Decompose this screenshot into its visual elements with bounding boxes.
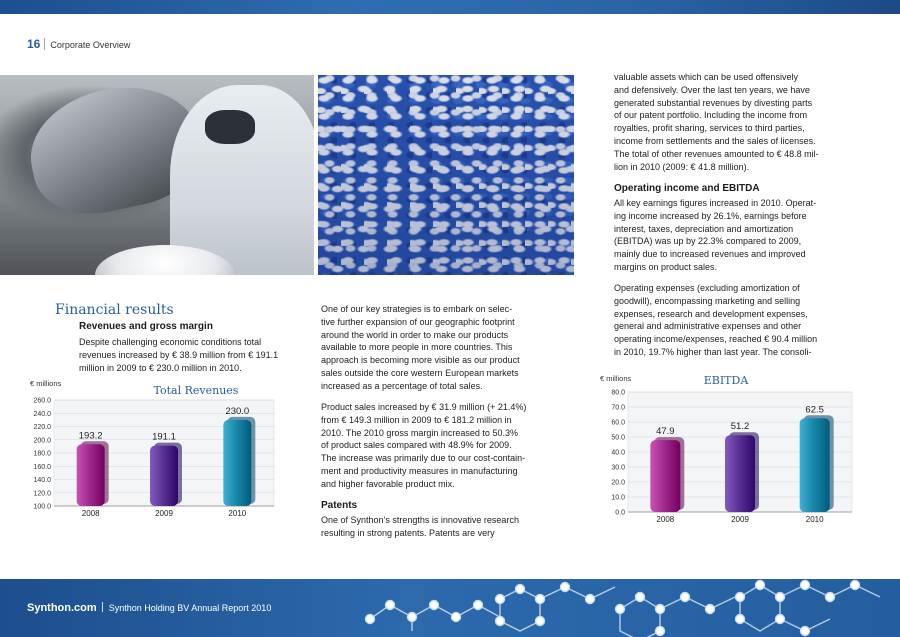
text-line: tive further expansion of our geographic footprint bbox=[321, 316, 515, 327]
lab-worker-photo bbox=[0, 75, 314, 275]
revenues-heading: Revenues and gross margin bbox=[79, 321, 213, 332]
x-category-label: 2009 bbox=[155, 509, 173, 518]
bar bbox=[223, 420, 251, 506]
text-line: and defensively. Over the last ten years, we have bbox=[614, 84, 810, 95]
y-tick-label: 180.0 bbox=[33, 450, 51, 458]
footer-text bbox=[27, 602, 271, 614]
text-line: Despite challenging economic conditions total bbox=[79, 337, 262, 347]
x-category-label: 2010 bbox=[805, 515, 824, 524]
ebitda-chart-svg bbox=[598, 372, 868, 528]
text-line: available to more people in more countries. This bbox=[321, 342, 513, 353]
text-line: Product sales increased by € 31.9 million (+ 21.4%) bbox=[321, 402, 527, 412]
bar bbox=[800, 418, 830, 512]
bar bbox=[150, 446, 178, 506]
bar bbox=[77, 444, 105, 506]
text-line: royalties, profit sharing, services to third parties, bbox=[614, 123, 805, 134]
patents-paragraph bbox=[321, 514, 519, 540]
bar-value-label: 230.0 bbox=[225, 405, 250, 417]
y-tick-label: 200.0 bbox=[33, 437, 51, 445]
chart-title: Total Revenues bbox=[153, 384, 239, 397]
y-tick-label: 70.0 bbox=[611, 404, 625, 412]
text-line: million in 2009 to € 230.0 million in 2010. bbox=[79, 362, 242, 373]
header-divider bbox=[44, 38, 45, 50]
y-tick-label: 140.0 bbox=[33, 477, 51, 484]
page-header bbox=[27, 37, 130, 53]
y-tick-label: 80.0 bbox=[611, 389, 625, 397]
text-line: valuable assets which can be used offensively bbox=[614, 72, 798, 82]
text-line: revenues increased by € 38.9 million from € 191.1 bbox=[79, 349, 279, 360]
y-tick-label: 120.0 bbox=[33, 490, 51, 498]
text-line: increased as a percentage of total sales. bbox=[321, 380, 483, 391]
patents-heading: Patents bbox=[321, 500, 358, 511]
text-line: operating income/expenses, reached € 90.4 million bbox=[614, 334, 818, 345]
text-line: in 2010, 19.7% higher than last year. The consoli- bbox=[614, 346, 812, 357]
bar bbox=[650, 440, 680, 512]
text-line: from € 149.3 million in 2009 to € 181.2 million in bbox=[321, 414, 512, 425]
y-tick-label: 50.0 bbox=[611, 434, 625, 442]
text-line: ment and productivity measures in manufacturing bbox=[321, 465, 518, 476]
bar-value-label: 193.2 bbox=[78, 430, 103, 442]
text-line: One of Synthon’s strengths is innovative research bbox=[321, 515, 519, 525]
ebitda-chart bbox=[598, 372, 868, 528]
text-line: of product sales compared with 48.9% for 2009. bbox=[321, 440, 512, 451]
footer-brand: Synthon.com bbox=[27, 602, 97, 614]
y-tick-label: 40.0 bbox=[611, 449, 625, 457]
strategy-paragraph bbox=[321, 303, 520, 393]
y-tick-label: 20.0 bbox=[611, 479, 625, 487]
text-line: of our patent portfolio. Including the income from bbox=[614, 110, 808, 121]
text-line: lion in 2010 (2009: € 41.8 million). bbox=[614, 161, 750, 172]
text-line: ing income increased by 26.1%, earnings before bbox=[614, 210, 807, 221]
y-tick-label: 160.0 bbox=[33, 463, 51, 471]
y-tick-label: 100.0 bbox=[33, 503, 51, 511]
y-tick-label: 30.0 bbox=[611, 464, 625, 472]
x-category-label: 2008 bbox=[656, 515, 675, 524]
text-line: around the world in order to make our products bbox=[321, 329, 509, 340]
operating-income-heading: Operating income and EBITDA bbox=[614, 183, 760, 194]
molecule-decoration-icon bbox=[360, 579, 900, 637]
photo-shade bbox=[318, 75, 574, 275]
patents-continued-paragraph bbox=[614, 71, 819, 173]
chart-unit-label: € millions bbox=[30, 379, 62, 388]
y-tick-label: 220.0 bbox=[33, 424, 51, 431]
bar-value-label: 51.2 bbox=[730, 421, 750, 433]
capsules-photo bbox=[318, 75, 574, 275]
text-line: income from settlements and the sales of licenses. bbox=[614, 135, 816, 146]
text-line: expenses, research and development expenses, bbox=[614, 308, 808, 319]
text-line: resulting in strong patents. Patents are very bbox=[321, 527, 495, 538]
top-color-band bbox=[0, 0, 900, 14]
y-tick-label: 60.0 bbox=[611, 419, 625, 427]
chart-title: EBITDA bbox=[703, 374, 749, 387]
respirator-mask bbox=[205, 110, 255, 144]
revenue-chart bbox=[28, 378, 290, 520]
text-line: interest, taxes, depreciation and amortization bbox=[614, 223, 794, 234]
y-tick-label: 260.0 bbox=[33, 397, 51, 405]
text-line: Operating expenses (excluding amortization of bbox=[614, 283, 800, 293]
revenue-chart-svg bbox=[28, 378, 290, 520]
bar-value-label: 47.9 bbox=[656, 426, 675, 438]
x-category-label: 2008 bbox=[81, 509, 100, 518]
section-name: Corporate Overview bbox=[50, 40, 131, 50]
revenues-paragraph bbox=[79, 336, 278, 374]
text-line: margins on product sales. bbox=[614, 261, 718, 272]
text-line: 2010. The 2010 gross margin increased to 50.3% bbox=[321, 427, 518, 438]
section-title: Financial results bbox=[55, 302, 174, 318]
footer-report-title: Synthon Holding BV Annual Report 2010 bbox=[108, 603, 272, 613]
x-category-label: 2009 bbox=[731, 515, 749, 524]
text-line: (EBITDA) was up by 22.3% compared to 2009, bbox=[614, 236, 802, 247]
bar bbox=[725, 435, 755, 512]
chart-unit-label: € millions bbox=[600, 374, 632, 383]
text-line: goodwill), encompassing marketing and selling bbox=[614, 295, 801, 306]
text-line: generated substantial revenues by divesting parts bbox=[614, 97, 813, 108]
y-tick-label: 10.0 bbox=[611, 494, 625, 502]
text-line: The increase was primarily due to our cost-contain- bbox=[321, 453, 526, 464]
operating-expenses-paragraph bbox=[614, 282, 817, 359]
text-line: All key earnings figures increased in 2010. Operat- bbox=[614, 198, 817, 208]
earnings-paragraph bbox=[614, 197, 816, 274]
page-number: 16 bbox=[27, 37, 41, 51]
text-line: general and administrative expenses and other bbox=[614, 321, 802, 332]
footer-divider bbox=[102, 602, 103, 612]
text-line: sales outside the core western European markets bbox=[321, 367, 519, 378]
text-line: and higher favorable product mix. bbox=[321, 478, 455, 489]
text-line: The total of other revenues amounted to € 48.8 mil- bbox=[614, 148, 819, 159]
text-line: One of our key strategies is to embark on selec- bbox=[321, 304, 513, 314]
product-sales-paragraph bbox=[321, 401, 526, 491]
y-tick-label: 240.0 bbox=[33, 410, 51, 418]
bar-value-label: 191.1 bbox=[152, 431, 176, 443]
footer-band bbox=[0, 579, 900, 637]
bar-value-label: 62.5 bbox=[805, 404, 824, 416]
text-line: mainly due to increased revenues and improved bbox=[614, 249, 806, 260]
x-category-label: 2010 bbox=[228, 509, 247, 518]
y-tick-label: 0.0 bbox=[615, 509, 625, 517]
text-line: approach is becoming more visible as our product bbox=[321, 355, 520, 366]
